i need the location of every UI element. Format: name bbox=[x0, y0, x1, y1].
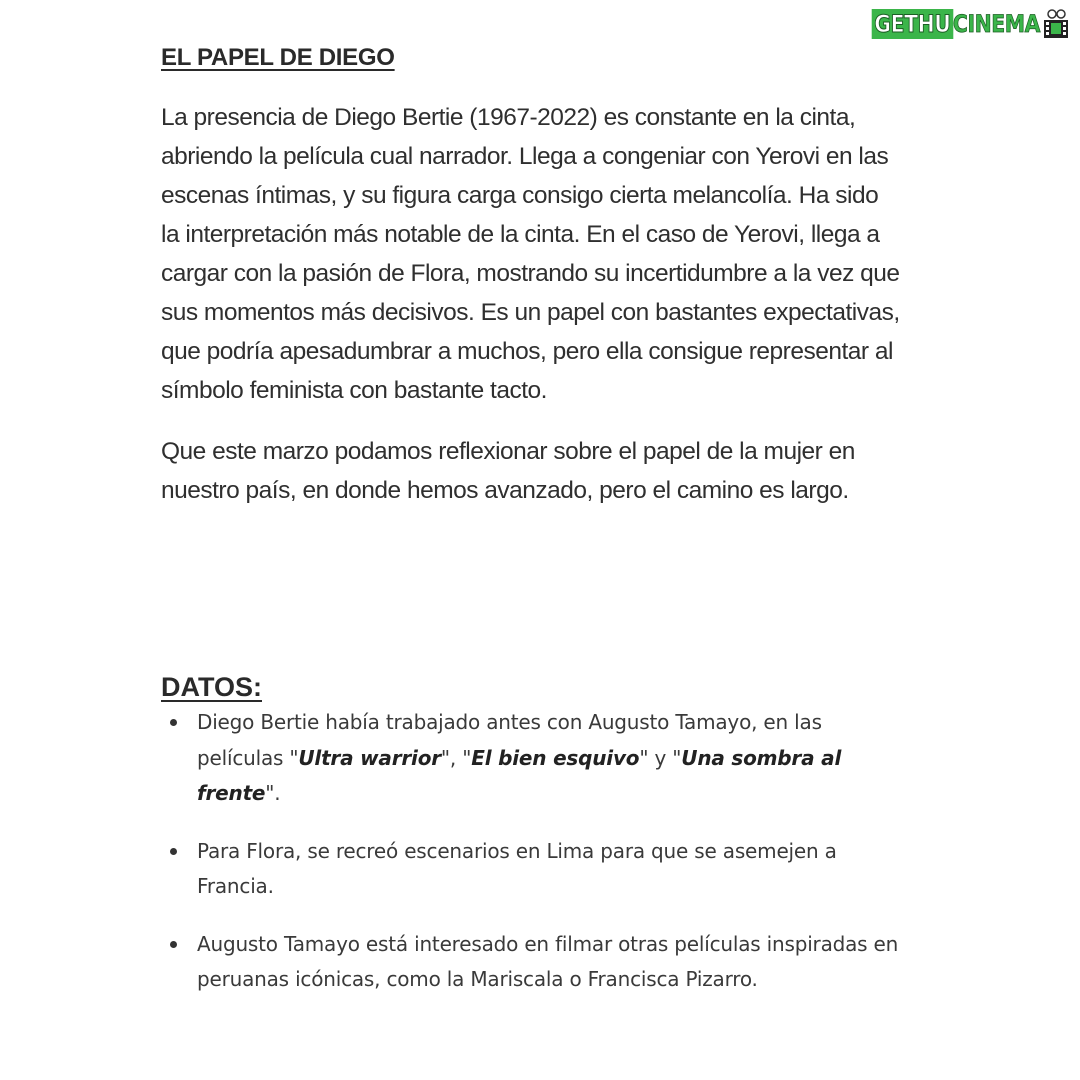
bullet-1-sep-1: ", " bbox=[440, 745, 472, 770]
section-title: EL PAPEL DE DIEGO bbox=[161, 44, 395, 71]
bullet-1-text-before: Diego Bertie había trabajado antes con Augusto Tamayo, en las películas " bbox=[197, 710, 822, 770]
film-reel-icon bbox=[1042, 9, 1070, 39]
article-body bbox=[161, 44, 921, 532]
bullet-1-sep-2: " y " bbox=[639, 745, 682, 770]
datos-list bbox=[161, 705, 901, 1020]
datos-title: DATOS: bbox=[161, 672, 262, 702]
paragraph-diego: La presencia de Diego Bertie (1967-2022) es constante en la cinta, abriendo la película cual narrador. Llega a congeniar con Yerovi en las escenas íntimas, y su figura carga consigo cierta melancolía. Ha sido la interpretación más notable de la cinta. En el caso de Yerovi, llega a cargar con la pasión de Flora, mostrando su incertidumbre a la vez que sus momentos más decisivos. Es un papel con bastantes expectativas, que podría apesadumbrar a muchos, pero ella consigue representar al símbolo feminista con bastante tacto. bbox=[161, 104, 900, 404]
logo-part-gethu: GETHU bbox=[872, 9, 953, 39]
list-item: Augusto Tamayo está interesado en filmar otras películas inspiradas en peruanas icónicas, como la Mariscala o Francisca Pizarro. bbox=[161, 927, 901, 998]
bullet-1-text-after: ". bbox=[265, 781, 281, 805]
list-item: Para Flora, se recreó escenarios en Lima para que se asemejen a Francia. bbox=[161, 834, 901, 905]
list-item bbox=[161, 705, 901, 812]
film-title-ultra-warrior: Ultra warrior bbox=[298, 745, 441, 770]
logo-part-cinema: CINEMA bbox=[952, 10, 1040, 38]
gethucinema-logo bbox=[842, 6, 1070, 42]
film-title-el-bien-esquivo: El bien esquivo bbox=[471, 745, 640, 770]
paragraph-reflection: Que este marzo podamos reflexionar sobre el papel de la mujer en nuestro país, en donde hemos avanzado, pero el camino es largo. bbox=[161, 438, 855, 504]
logo-wordmark bbox=[872, 9, 1040, 39]
film-title-una-sombra-al-frente: Una sombra al frente bbox=[197, 745, 842, 805]
